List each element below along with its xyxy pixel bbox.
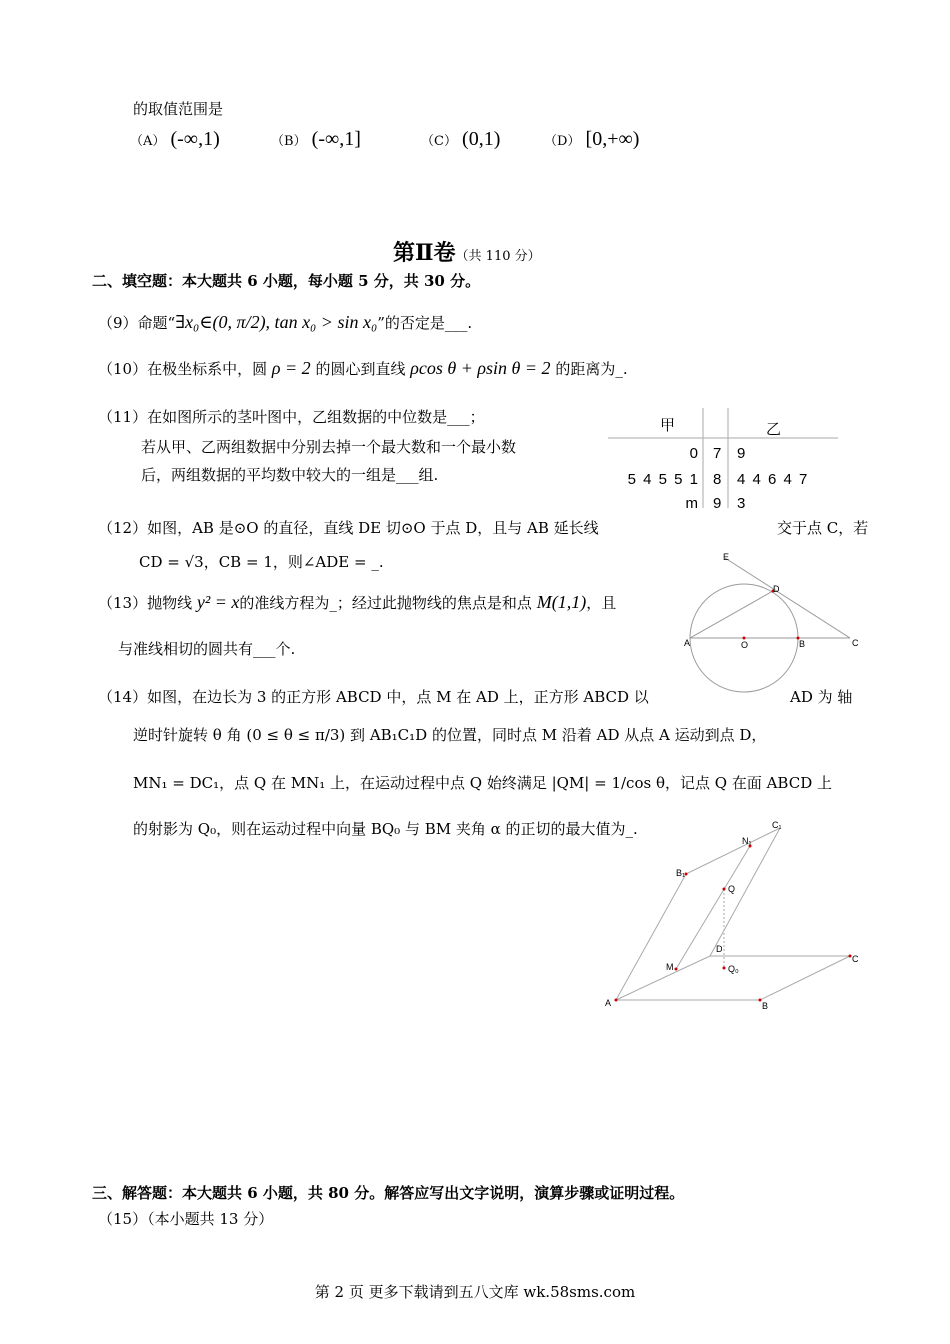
stem-leaf-left-row1: 0 — [689, 445, 698, 462]
point-a — [615, 999, 618, 1002]
point-q0 — [723, 967, 726, 970]
q13-number: （13） — [98, 594, 148, 612]
q11-line1 — [98, 406, 485, 427]
q13-line1 — [98, 592, 616, 613]
edge-ad — [616, 956, 710, 1000]
label-b1: B₁ — [676, 868, 686, 878]
stem-leaf-header-yi: 乙 — [766, 421, 782, 438]
q9-number: （9） — [98, 314, 138, 332]
label-b: B — [762, 1001, 769, 1011]
q13-expression: y² = x — [196, 592, 240, 612]
q12-number: （12） — [98, 519, 148, 537]
label-c1: C₁ — [772, 820, 782, 830]
stem-leaf-left-row2: 5 4 5 5 1 — [627, 471, 698, 488]
option-a-value: (-∞,1) — [170, 128, 220, 150]
q10-text-c: 的距离为 — [555, 360, 616, 378]
label-d: D — [716, 944, 723, 954]
q13-point: M(1,1) — [536, 592, 587, 612]
edge-c1d — [710, 828, 780, 956]
q9-expression: ∃x₀∈(0, π/2), tan x₀ > sin x₀ — [175, 312, 378, 332]
part2-title — [393, 236, 541, 267]
option-a — [130, 128, 220, 151]
edge-ab1 — [616, 874, 686, 1000]
q14-line3: MN₁ = DC₁，点 Q 在 MN₁ 上，在运动过程中点 Q 始终满足 |QM| = 1/cos θ，记点 Q 在面 ABCD 上 — [133, 774, 832, 792]
q10-blank: _. — [615, 360, 628, 378]
stem-leaf-right-row3: 3 — [737, 495, 746, 512]
section2-header: 二、填空题：本大题共 6 小题，每小题 5 分，共 30 分。 — [92, 272, 481, 290]
q14-line2: 逆时针旋转 θ 角 (0 ≤ θ ≤ π/3) 到 AB₁C₁D 的位置，同时点 M 沿着 AD 从点 A 运动到点 D， — [133, 726, 767, 744]
label-b: B — [799, 639, 806, 649]
q9-text-a: 命题“ — [137, 314, 176, 332]
part2-subtitle: （共 110 分） — [455, 249, 541, 264]
question-15-heading: （15）（本小题共 13 分） — [98, 1210, 274, 1228]
q12-line1 — [98, 517, 599, 538]
q13-text-a: 抛物线 — [147, 594, 193, 612]
stem-leaf-stem-row3: 9 — [713, 495, 722, 512]
q14-text-1: 如图，在边长为 3 的正方形 ABCD 中，点 M 在 AD 上，正方形 ABCD 以 — [147, 688, 649, 706]
point-q — [723, 888, 726, 891]
label-o: O — [741, 640, 749, 650]
section3-header: 三、解答题：本大题共 6 小题，共 80 分。解答应写出文字说明，演算步骤或证明过程。 — [92, 1184, 685, 1202]
label-q: Q — [728, 884, 736, 894]
q13-line2: 与准线相切的圆共有___个. — [118, 640, 296, 658]
option-c-label: （C） — [421, 134, 457, 149]
label-a: A — [605, 998, 612, 1008]
stem-leaf-stem-row2: 8 — [713, 471, 722, 488]
line-ad — [690, 591, 773, 638]
stem-leaf-header-jia: 甲 — [660, 417, 676, 434]
q9-text-b: ”的否定是 — [377, 314, 445, 332]
q14-line1b: AD 为 轴 — [790, 688, 853, 706]
stem-leaf-stem-row1: 7 — [713, 445, 722, 462]
q12-line1b: 交于点 C，若 — [777, 519, 869, 537]
option-d-label: （D） — [544, 134, 581, 149]
q10-number: （10） — [98, 360, 148, 378]
question-9 — [98, 312, 472, 333]
q11-text-1: 在如图所示的茎叶图中，乙组数据的中位数是___； — [147, 408, 485, 426]
q14-number: （14） — [98, 688, 148, 706]
point-m — [675, 968, 678, 971]
rotation-figure — [600, 818, 870, 1018]
range-prompt: 的取值范围是 — [133, 100, 224, 118]
q12-text-1: 如图，AB 是⊙O 的直径，直线 DE 切⊙O 于点 D，且与 AB 延长线 — [147, 519, 599, 537]
q11-number: （11） — [98, 408, 148, 426]
circle-tangent-figure — [680, 550, 870, 750]
option-b — [271, 128, 361, 151]
label-m: M — [666, 962, 674, 972]
option-b-label: （B） — [271, 134, 307, 149]
q14-line1 — [98, 686, 649, 707]
label-d: D — [773, 584, 780, 594]
part2-title-text: 第Ⅱ卷 — [393, 240, 456, 266]
q10-expr-circle: ρ = 2 — [271, 358, 311, 378]
q11-line3: 后，两组数据的平均数中较大的一组是___组. — [141, 466, 439, 484]
q10-expr-line: ρcos θ + ρsin θ = 2 — [410, 358, 551, 378]
q10-text-b: 的圆心到直线 — [315, 360, 406, 378]
line-ec — [725, 558, 850, 638]
q9-blank: ___. — [444, 314, 473, 332]
label-c: C — [852, 954, 859, 964]
label-q0: Q₀ — [728, 964, 739, 974]
option-d — [544, 128, 639, 151]
q12-line2: CD = √3，CB = 1，则∠ADE = _. — [139, 553, 384, 571]
q14-line4: 的射影为 Q₀，则在运动过程中向量 BQ₀ 与 BM 夹角 α 的正切的最大值为_. — [133, 820, 638, 838]
option-a-label: （A） — [130, 134, 166, 149]
edge-cb — [760, 956, 850, 1000]
option-c-value: (0,1) — [462, 128, 501, 150]
option-b-value: (-∞,1] — [311, 128, 361, 150]
q13-text-c: ，且 — [586, 594, 617, 612]
stem-leaf-right-row2: 4 4 6 4 7 — [737, 471, 808, 488]
label-e: E — [723, 552, 730, 562]
label-a: A — [684, 638, 691, 648]
q13-text-b: 的准线方程为_；经过此抛物线的焦点是和点 — [239, 594, 532, 612]
option-c — [421, 128, 500, 151]
label-c: C — [852, 638, 859, 648]
stem-leaf-right-row1: 9 — [737, 445, 746, 462]
stem-leaf-left-row3: m — [685, 495, 698, 512]
label-n1: N₁ — [742, 836, 752, 846]
q11-line2: 若从甲、乙两组数据中分别去掉一个最大数和一个最小数 — [141, 438, 517, 456]
q10-text-a: 在极坐标系中，圆 — [147, 360, 268, 378]
page-footer: 第 2 页 更多下载请到五八文库 wk.58sms.com — [314, 1283, 636, 1301]
edge-b1c1 — [686, 828, 780, 874]
question-10 — [98, 358, 628, 379]
option-d-value: [0,+∞) — [585, 128, 640, 150]
